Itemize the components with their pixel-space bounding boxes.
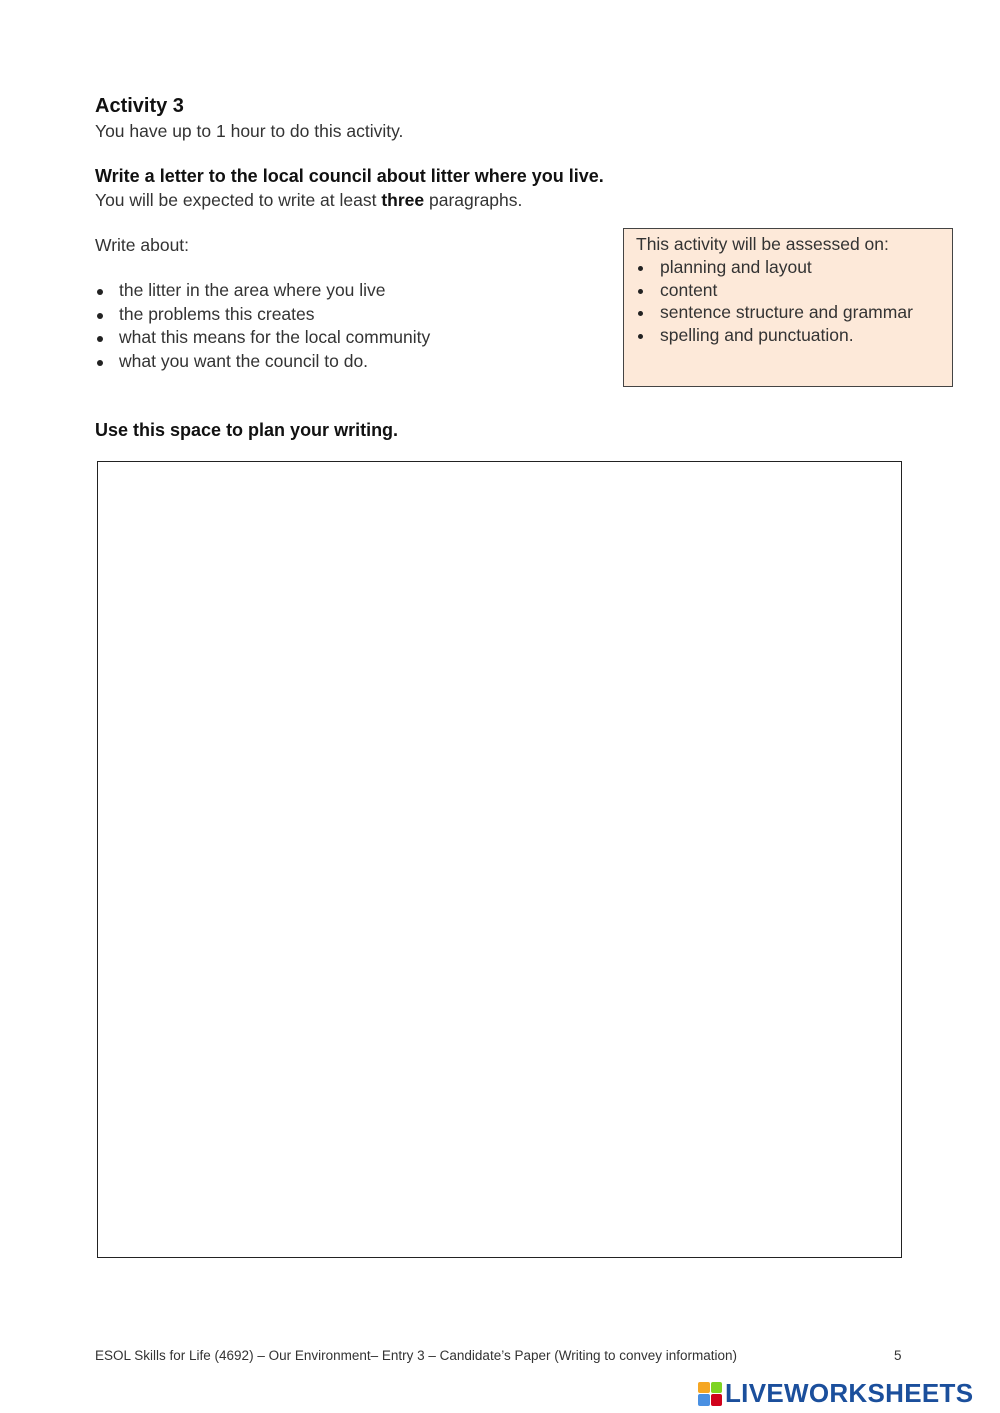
liveworksheets-brand bbox=[698, 1378, 973, 1409]
page-number: 5 bbox=[894, 1348, 902, 1363]
liveworksheets-logo-icon bbox=[698, 1382, 722, 1406]
requirement-count: three bbox=[381, 190, 425, 210]
write-about-item: the problems this creates bbox=[95, 303, 430, 327]
assessment-item: spelling and punctuation. bbox=[636, 324, 952, 347]
plan-label: Use this space to plan your writing. bbox=[95, 420, 399, 440]
assessment-item: planning and layout bbox=[636, 256, 952, 279]
paragraph-requirement bbox=[95, 190, 522, 211]
write-about-list bbox=[95, 279, 430, 373]
write-about-item: what this means for the local community bbox=[95, 326, 430, 350]
activity-title: Activity 3 bbox=[95, 95, 184, 117]
assessment-intro: This activity will be assessed on: bbox=[636, 234, 889, 254]
planning-area[interactable] bbox=[97, 461, 902, 1258]
assessment-item: content bbox=[636, 279, 952, 302]
write-about-item: the litter in the area where you live bbox=[95, 279, 430, 303]
write-about-label: Write about: bbox=[95, 235, 190, 255]
brand-name: LIVEWORKSHEETS bbox=[725, 1378, 974, 1408]
assessment-criteria-box bbox=[623, 228, 953, 387]
requirement-prefix: You will be expected to write at least bbox=[95, 190, 382, 210]
assessment-list bbox=[636, 256, 952, 346]
time-note: You have up to 1 hour to do this activity. bbox=[95, 121, 404, 141]
assessment-item: sentence structure and grammar bbox=[636, 301, 952, 324]
task-instruction: Write a letter to the local council about litter where you live. bbox=[95, 166, 604, 186]
requirement-suffix: paragraphs. bbox=[424, 190, 523, 210]
write-about-item: what you want the council to do. bbox=[95, 350, 430, 374]
footer-text: ESOL Skills for Life (4692) – Our Environment– Entry 3 – Candidate’s Paper (Writing to convey information) bbox=[95, 1348, 738, 1363]
